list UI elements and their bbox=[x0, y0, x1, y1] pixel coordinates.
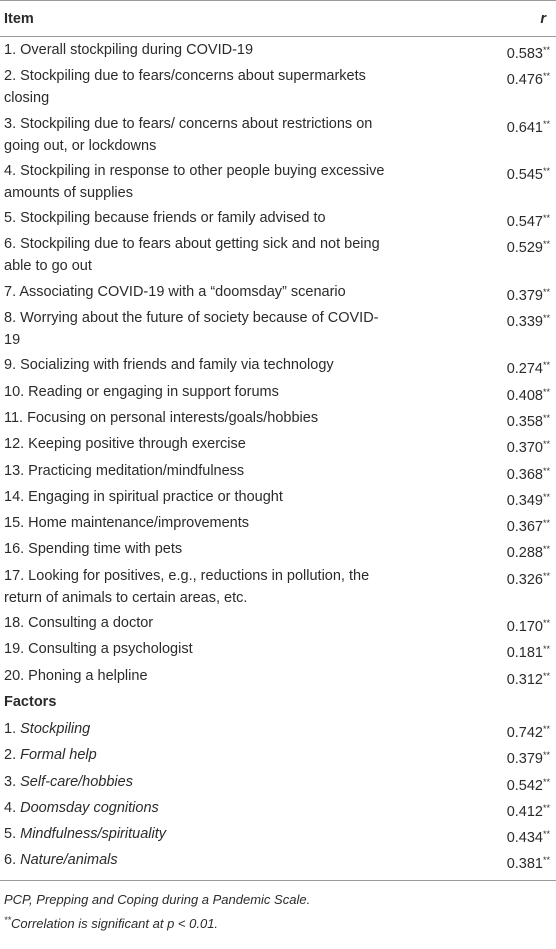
factor-r-value: 0.379 bbox=[506, 751, 543, 768]
item-r-value: 0.326 bbox=[506, 571, 543, 588]
item-value bbox=[507, 233, 550, 259]
item-r-value: 0.181 bbox=[506, 645, 543, 662]
factors-heading: Factors bbox=[4, 693, 57, 710]
factor-row bbox=[0, 795, 556, 821]
factor-label bbox=[4, 849, 118, 871]
item-sig-mark: ** bbox=[542, 518, 550, 529]
item-r-value: 0.545 bbox=[506, 166, 543, 183]
table-row bbox=[0, 563, 556, 610]
item-sig-mark: ** bbox=[542, 465, 550, 476]
item-r-value: 0.339 bbox=[506, 314, 543, 331]
table-row bbox=[0, 484, 556, 510]
factor-row bbox=[0, 716, 556, 742]
item-sig-mark: ** bbox=[542, 360, 550, 371]
item-value bbox=[507, 281, 550, 307]
item-value bbox=[507, 65, 550, 91]
item-text: 8. Worrying about the future of society because of COVID-19 bbox=[4, 310, 379, 349]
item-text: 7. Associating COVID-19 with a “doomsday” scenario bbox=[4, 283, 346, 300]
factor-sig-mark: ** bbox=[542, 802, 550, 813]
factor-number: 4. bbox=[4, 799, 17, 816]
item-sig-mark: ** bbox=[542, 618, 550, 629]
item-text: 14. Engaging in spiritual practice or thought bbox=[4, 488, 283, 505]
factor-value bbox=[507, 849, 550, 875]
factor-value bbox=[507, 823, 550, 849]
item-sig-mark: ** bbox=[542, 71, 550, 82]
item-r-value: 0.408 bbox=[506, 387, 543, 404]
item-r-value: 0.547 bbox=[506, 214, 543, 231]
item-r-value: 0.312 bbox=[506, 671, 543, 688]
factor-label bbox=[4, 771, 133, 793]
factor-name: Nature/animals bbox=[20, 852, 118, 869]
item-value bbox=[507, 433, 550, 459]
table-row bbox=[0, 636, 556, 662]
item-text: 15. Home maintenance/improvements bbox=[4, 515, 250, 532]
table-row bbox=[0, 663, 556, 689]
item-value bbox=[507, 665, 550, 691]
table-row bbox=[0, 205, 556, 231]
table-row bbox=[0, 510, 556, 536]
factor-value bbox=[507, 797, 550, 823]
factor-value bbox=[507, 718, 550, 744]
item-r-value: 0.370 bbox=[506, 440, 543, 457]
item-value bbox=[507, 354, 550, 380]
factor-value bbox=[507, 771, 550, 797]
item-text: 4. Stockpiling in response to other people buying excessive amounts of supplies bbox=[4, 162, 385, 201]
item-value bbox=[507, 638, 550, 664]
item-text: 16. Spending time with pets bbox=[4, 541, 183, 558]
item-sig-mark: ** bbox=[542, 412, 550, 423]
item-value bbox=[507, 512, 550, 538]
factor-row bbox=[0, 821, 556, 847]
item-text: 18. Consulting a doctor bbox=[4, 615, 154, 632]
factor-row bbox=[0, 742, 556, 768]
factor-label bbox=[4, 744, 97, 766]
factor-sig-mark: ** bbox=[542, 723, 550, 734]
factor-name: Mindfulness/spirituality bbox=[20, 826, 166, 843]
item-value bbox=[507, 486, 550, 512]
factor-name: Stockpiling bbox=[20, 720, 91, 737]
item-text: 20. Phoning a helpline bbox=[4, 667, 148, 684]
item-r-value: 0.274 bbox=[506, 361, 543, 378]
factor-number: 6. bbox=[4, 852, 17, 869]
table-row bbox=[0, 279, 556, 305]
item-value bbox=[507, 307, 550, 333]
factor-r-value: 0.742 bbox=[506, 724, 543, 741]
item-r-value: 0.349 bbox=[506, 492, 543, 509]
factor-sig-mark: ** bbox=[542, 829, 550, 840]
footnote-sig-mark: ** bbox=[4, 914, 12, 925]
factor-number: 5. bbox=[4, 826, 17, 843]
factor-label bbox=[4, 823, 166, 845]
table-row bbox=[0, 231, 556, 278]
factor-r-value: 0.434 bbox=[506, 830, 543, 847]
footnote-sig-text: Correlation is significant at p < 0.01. bbox=[11, 915, 219, 931]
factor-row bbox=[0, 847, 556, 873]
item-sig-mark: ** bbox=[542, 491, 550, 502]
item-text: 10. Reading or engaging in support forums bbox=[4, 383, 279, 400]
item-sig-mark: ** bbox=[542, 644, 550, 655]
item-text: 2. Stockpiling due to fears/concerns about supermarkets closing bbox=[4, 68, 366, 107]
item-text: 17. Looking for positives, e.g., reductions in pollution, the return of animals to certain areas, etc. bbox=[4, 567, 370, 606]
factor-name: Formal help bbox=[20, 747, 97, 764]
footnote-significance bbox=[4, 910, 552, 934]
items-body bbox=[0, 37, 556, 689]
table-row bbox=[0, 610, 556, 636]
item-r-value: 0.367 bbox=[506, 519, 543, 536]
factor-name: Doomsday cognitions bbox=[20, 799, 159, 816]
table-row bbox=[0, 379, 556, 405]
item-r-value: 0.641 bbox=[506, 119, 543, 136]
item-text: 13. Practicing meditation/mindfulness bbox=[4, 462, 245, 479]
factor-r-value: 0.542 bbox=[506, 777, 543, 794]
factor-label bbox=[4, 797, 159, 819]
table-row bbox=[0, 158, 556, 205]
factor-row bbox=[0, 769, 556, 795]
table-row bbox=[0, 431, 556, 457]
item-value bbox=[507, 39, 550, 65]
item-sig-mark: ** bbox=[542, 386, 550, 397]
item-r-value: 0.379 bbox=[506, 287, 543, 304]
item-sig-mark: ** bbox=[542, 544, 550, 555]
item-sig-mark: ** bbox=[542, 670, 550, 681]
item-value bbox=[507, 565, 550, 591]
factor-name: Self-care/hobbies bbox=[20, 773, 133, 790]
table-header bbox=[0, 0, 556, 37]
item-r-value: 0.288 bbox=[506, 545, 543, 562]
table-row bbox=[0, 63, 556, 110]
item-r-value: 0.170 bbox=[506, 619, 543, 636]
item-r-value: 0.476 bbox=[506, 72, 543, 89]
item-sig-mark: ** bbox=[542, 45, 550, 55]
factor-r-value: 0.412 bbox=[506, 803, 543, 820]
factor-number: 1. bbox=[4, 720, 17, 737]
item-value bbox=[507, 407, 550, 433]
factor-r-value: 0.381 bbox=[506, 856, 543, 873]
table-row bbox=[0, 458, 556, 484]
item-sig-mark: ** bbox=[542, 239, 550, 250]
item-text: 6. Stockpiling due to fears about getting sick and not being able to go out bbox=[4, 236, 380, 275]
factor-value bbox=[507, 744, 550, 770]
factors-body bbox=[0, 716, 556, 874]
header-r: r bbox=[540, 10, 546, 27]
table-row bbox=[0, 305, 556, 352]
item-sig-mark: ** bbox=[542, 313, 550, 324]
item-r-value: 0.368 bbox=[506, 466, 543, 483]
item-sig-mark: ** bbox=[542, 118, 550, 129]
table-row bbox=[0, 405, 556, 431]
table-row bbox=[0, 352, 556, 378]
table-footnote bbox=[0, 880, 556, 934]
item-sig-mark: ** bbox=[542, 165, 550, 176]
item-text: 5. Stockpiling because friends or family advised to bbox=[4, 210, 326, 227]
table-row bbox=[0, 536, 556, 562]
item-text: 1. Overall stockpiling during COVID-19 bbox=[4, 42, 254, 58]
item-sig-mark: ** bbox=[542, 439, 550, 450]
item-sig-mark: ** bbox=[542, 213, 550, 224]
item-value bbox=[507, 381, 550, 407]
item-r-value: 0.529 bbox=[506, 240, 543, 257]
item-r-value: 0.583 bbox=[506, 46, 543, 62]
item-value bbox=[507, 207, 550, 233]
item-r-value: 0.358 bbox=[506, 413, 543, 430]
item-value bbox=[507, 160, 550, 186]
item-sig-mark: ** bbox=[542, 570, 550, 581]
footnote-abbreviation: PCP, Prepping and Coping during a Pandemic Scale. bbox=[4, 891, 311, 907]
factor-sig-mark: ** bbox=[542, 750, 550, 761]
item-value bbox=[507, 538, 550, 564]
item-text: 3. Stockpiling due to fears/ concerns about restrictions on going out, or lockdowns bbox=[4, 115, 373, 154]
item-text: 9. Socializing with friends and family via technology bbox=[4, 357, 334, 374]
header-item: Item bbox=[4, 10, 34, 27]
item-value bbox=[507, 460, 550, 486]
item-value bbox=[507, 612, 550, 638]
table-row bbox=[0, 111, 556, 158]
item-text: 12. Keeping positive through exercise bbox=[4, 436, 246, 453]
factor-label bbox=[4, 718, 90, 740]
item-sig-mark: ** bbox=[542, 286, 550, 297]
item-value bbox=[507, 113, 550, 139]
factor-sig-mark: ** bbox=[542, 776, 550, 787]
factor-number: 3. bbox=[4, 773, 17, 790]
factor-sig-mark: ** bbox=[542, 855, 550, 866]
table-row bbox=[0, 37, 556, 63]
factor-number: 2. bbox=[4, 747, 17, 764]
item-text: 19. Consulting a psychologist bbox=[4, 641, 193, 658]
item-text: 11. Focusing on personal interests/goals/hobbies bbox=[4, 409, 319, 426]
